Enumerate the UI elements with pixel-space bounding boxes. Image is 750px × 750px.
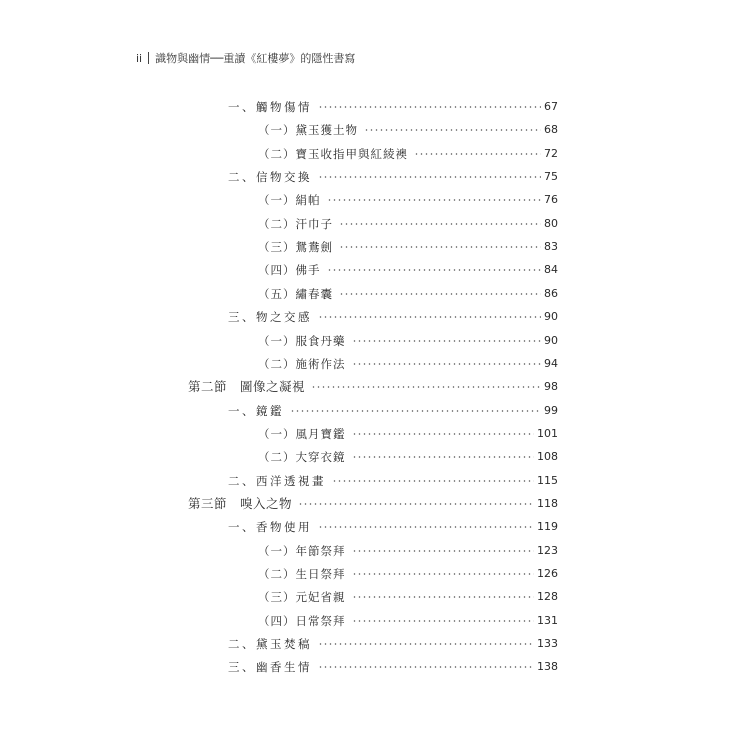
- dot-leader: [352, 573, 535, 575]
- toc-entry-title: 二、黛玉焚稿: [228, 637, 312, 651]
- toc-entry-title: 二、信物交換: [228, 170, 312, 184]
- dot-leader: [327, 269, 542, 271]
- dot-leader: [318, 316, 541, 318]
- toc-entry-page: 108: [537, 450, 558, 463]
- dot-leader: [352, 620, 535, 622]
- toc-entry: [258, 144, 558, 164]
- toc-entry-title: （一）服食丹藥: [258, 334, 346, 348]
- toc-entry-page: 84: [544, 263, 558, 276]
- dot-leader: [318, 106, 541, 108]
- toc-entry-title: （二）汗巾子: [258, 217, 333, 231]
- dot-leader: [318, 643, 534, 645]
- toc-entry-page: 123: [537, 544, 558, 557]
- toc-entry: [258, 424, 558, 444]
- toc-entry: [258, 611, 558, 631]
- toc-entry-page: 94: [544, 357, 558, 370]
- toc-entry-page: 118: [537, 497, 558, 510]
- toc-entry: [188, 494, 558, 514]
- dot-leader: [290, 410, 541, 412]
- dot-leader: [327, 199, 542, 201]
- toc-entry: [228, 401, 558, 421]
- toc-entry-title: 一、觸物傷情: [228, 100, 312, 114]
- dot-leader: [339, 293, 541, 295]
- dot-leader: [332, 480, 534, 482]
- toc-entry-page: 115: [537, 474, 558, 487]
- toc-entry-page: 101: [537, 427, 558, 440]
- toc-entry: [228, 657, 558, 677]
- toc-entry-title: 一、香物使用: [228, 520, 312, 534]
- toc-entry: [258, 214, 558, 234]
- toc-entry-title: （一）風月寶鑑: [258, 427, 346, 441]
- dot-leader: [318, 176, 541, 178]
- toc-entry-title: （一）絹帕: [258, 193, 321, 207]
- toc-entry-page: 86: [544, 287, 558, 300]
- toc-entry-page: 133: [537, 637, 558, 650]
- toc-entry-title: （二）大穿衣鏡: [258, 450, 346, 464]
- toc-entry: [258, 237, 558, 257]
- toc-entry-page: 68: [544, 123, 558, 136]
- toc-entry-page: 90: [544, 334, 558, 347]
- toc-entry-title: 二、西洋透視畫: [228, 474, 326, 488]
- dot-leader: [352, 363, 542, 365]
- dot-leader: [318, 526, 534, 528]
- dot-leader: [352, 596, 535, 598]
- dot-leader: [414, 153, 541, 155]
- toc-entry-page: 67: [544, 100, 558, 113]
- toc-entry: [258, 354, 558, 374]
- toc-entry-title: （二）生日祭拜: [258, 567, 346, 581]
- toc-entry: [228, 471, 558, 491]
- toc-entry-title: 第三節 嗅入之物: [188, 496, 293, 511]
- toc-entry-page: 76: [544, 193, 558, 206]
- toc-entry-title: （三）元妃省親: [258, 590, 346, 604]
- toc-entry-title: （一）年節祭拜: [258, 544, 346, 558]
- dot-leader: [339, 246, 541, 248]
- toc-entry: [258, 190, 558, 210]
- dot-leader: [311, 386, 541, 388]
- toc-entry-page: 99: [544, 404, 558, 417]
- toc-entry: [228, 634, 558, 654]
- dot-leader: [318, 666, 534, 668]
- dot-leader: [364, 129, 541, 131]
- toc-entry: [258, 564, 558, 584]
- dot-leader: [352, 340, 542, 342]
- toc-entry-page: 131: [537, 614, 558, 627]
- toc-entry-title: （二）施術作法: [258, 357, 346, 371]
- toc-entry-page: 138: [537, 660, 558, 673]
- toc-entry: [258, 587, 558, 607]
- toc-entry-title: 三、物之交感: [228, 310, 312, 324]
- toc-entry-title: 三、幽香生情: [228, 660, 312, 674]
- dot-leader: [339, 223, 541, 225]
- toc-entry: [228, 97, 558, 117]
- toc-entry: [228, 307, 558, 327]
- toc-entry-page: 72: [544, 147, 558, 160]
- dot-leader: [352, 456, 535, 458]
- toc-entry-title: 一、鏡鑑: [228, 404, 284, 418]
- toc-entry-title: （二）寶玉收指甲與紅綾襖: [258, 147, 408, 161]
- toc-entry-page: 75: [544, 170, 558, 183]
- toc-entry-title: （三）鴛鴦劍: [258, 240, 333, 254]
- toc-entry: [228, 517, 558, 537]
- toc-entry: [258, 447, 558, 467]
- dot-leader: [352, 433, 535, 435]
- toc-entry-page: 83: [544, 240, 558, 253]
- dot-leader: [298, 503, 534, 505]
- toc-entry: [258, 284, 558, 304]
- toc-entry: [188, 377, 558, 397]
- toc-entry-page: 90: [544, 310, 558, 323]
- toc-entry-page: 119: [537, 520, 558, 533]
- toc-entry-page: 126: [537, 567, 558, 580]
- toc-entry: [258, 120, 558, 140]
- toc-entry-page: 128: [537, 590, 558, 603]
- toc-entry-title: （四）日常祭拜: [258, 614, 346, 628]
- toc-entry-title: （四）佛手: [258, 263, 321, 277]
- toc-entry-page: 80: [544, 217, 558, 230]
- toc-entry-title: 第二節 圖像之凝視: [188, 379, 306, 394]
- toc-entry: [258, 331, 558, 351]
- header-running-title: 識物與幽情──重讀《紅樓夢》的隱性書寫: [155, 52, 356, 65]
- toc-entry: [258, 260, 558, 280]
- toc-entry: [258, 541, 558, 561]
- header-page-number: ii: [136, 51, 143, 65]
- toc-entry-title: （五）繡春囊: [258, 287, 333, 301]
- dot-leader: [352, 550, 535, 552]
- toc-entry: [228, 167, 558, 187]
- toc-entry-title: （一）黛玉獲土物: [258, 123, 358, 137]
- toc-entry-page: 98: [544, 380, 558, 393]
